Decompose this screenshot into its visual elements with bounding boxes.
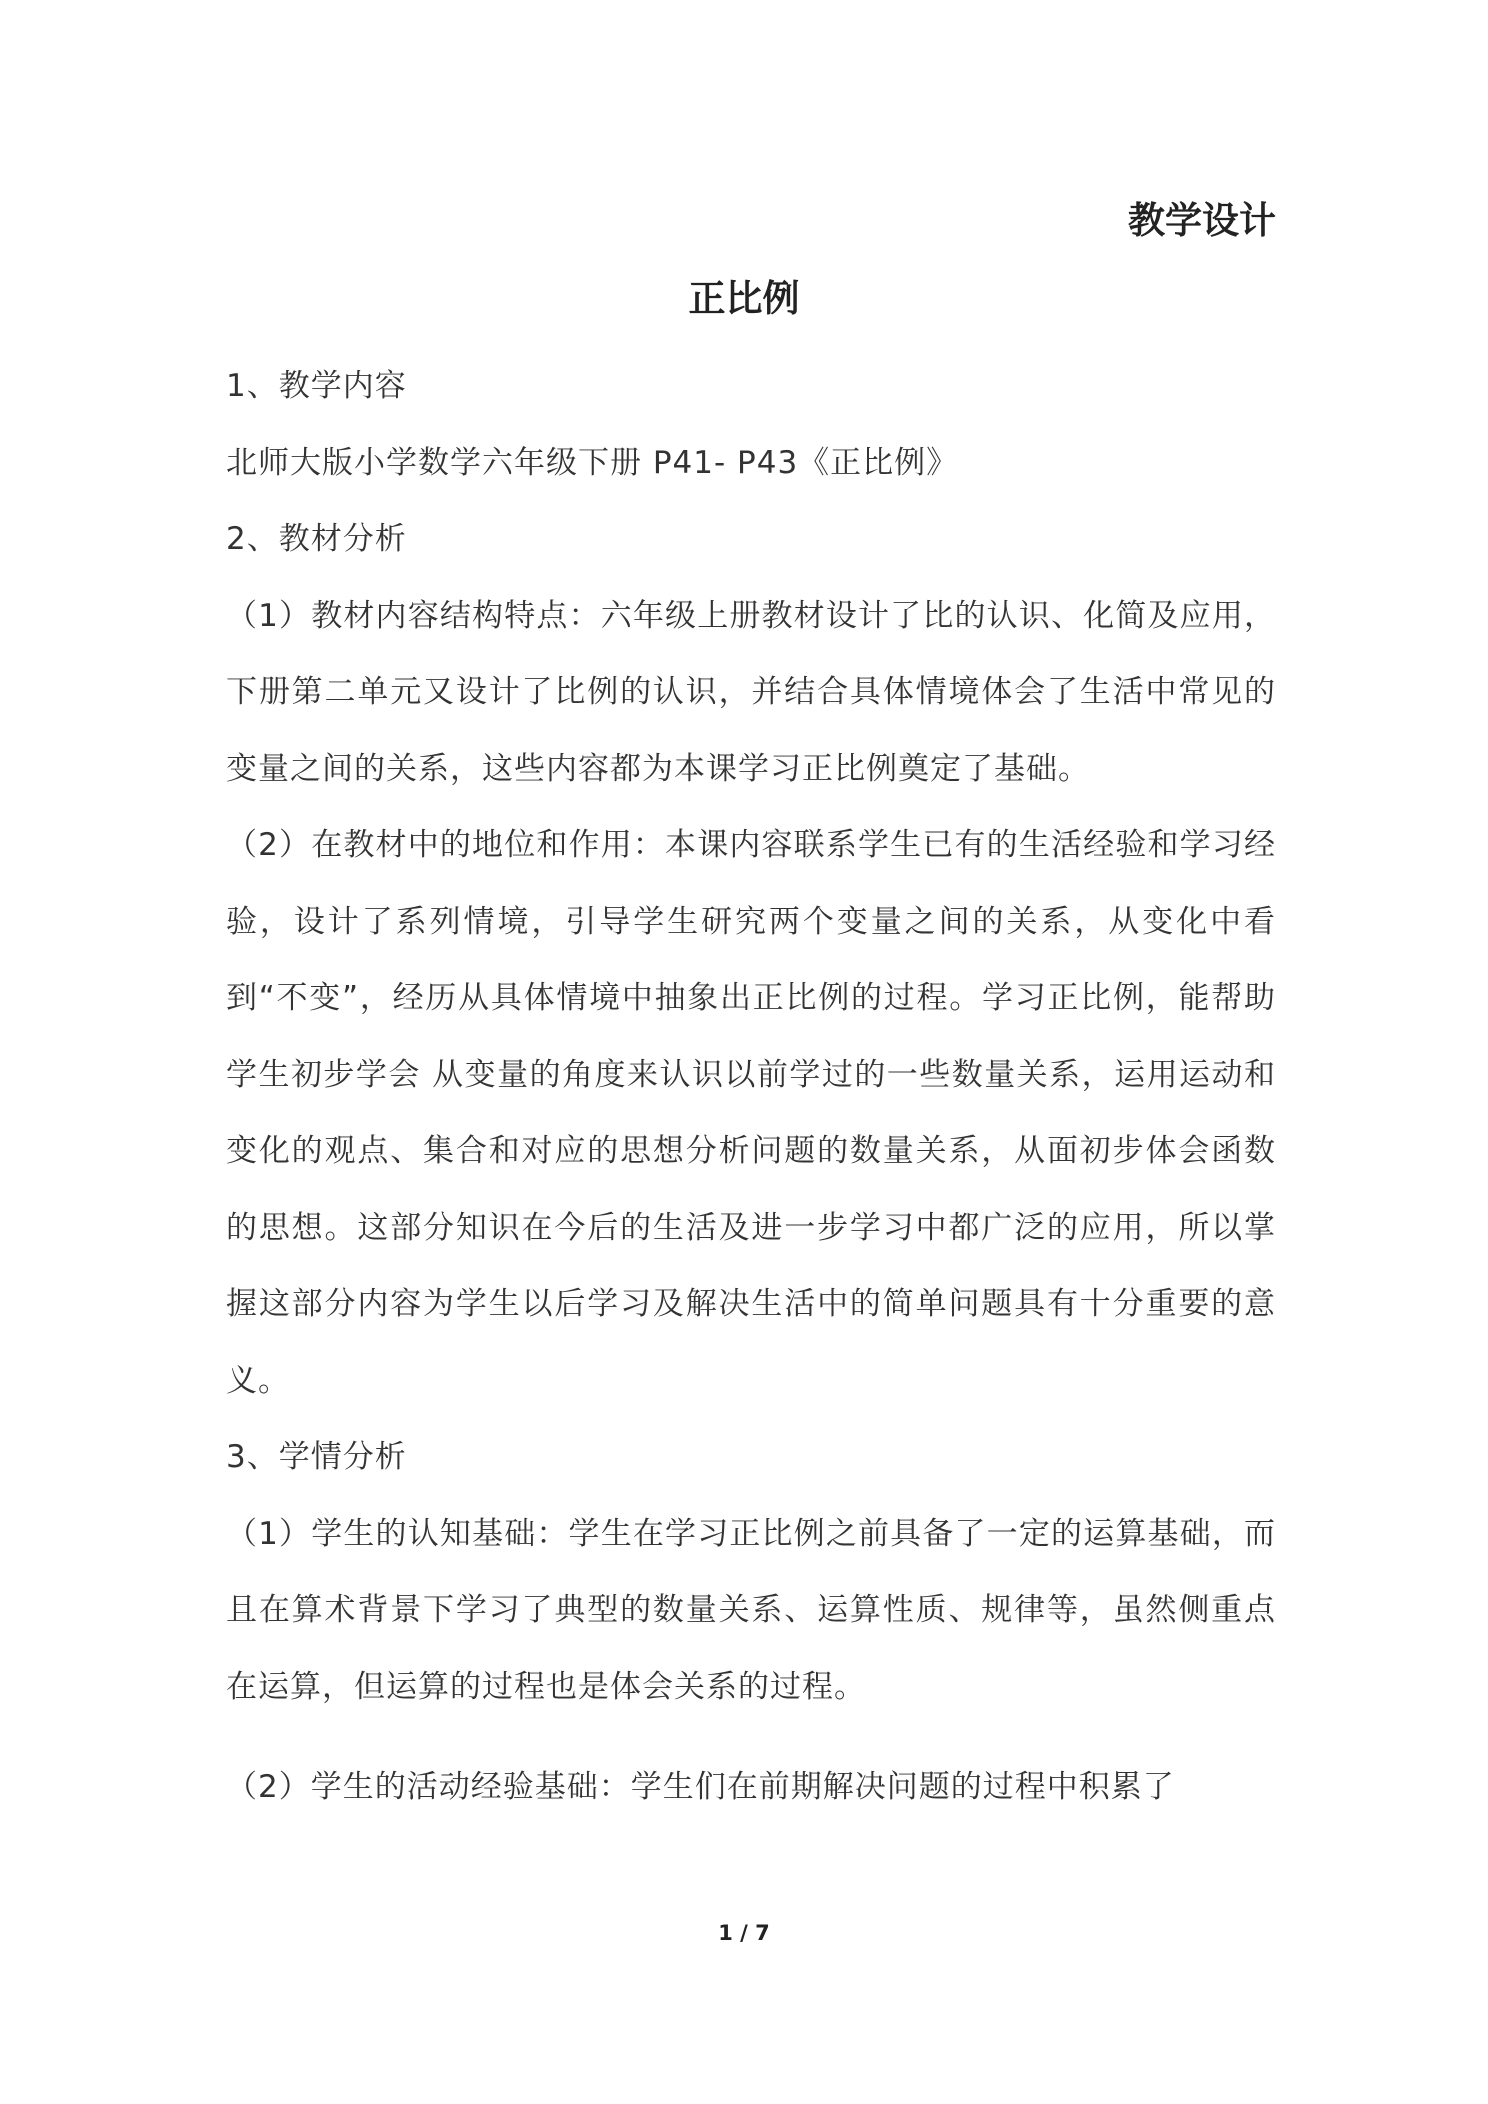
students-paragraph-2: （2）学生的活动经验基础：学生们在前期解决问题的过程中积累了 (226, 1769, 1175, 1805)
section-heading-material: 2、教材分析 (226, 521, 407, 557)
document-body (226, 348, 1276, 1826)
material-paragraph-2: （2）在教材中的地位和作用：本课内容联系学生已有的生活经验和学习经验，设计了系列情境，引导学生研究两个变量之间的关系，从变化中看到“不变”，经历从具体情境中抽象出正比例的过程。学习正比例，能帮助学生初步学会 从变量的角度来认识以前学过的一些数量关系，运用运动和变化的观点、集合和对应的思想分析问题的数量关系，从面初步体会函数的思想。这部分知识在今后的生活及进一步学习中都广泛的应用，所以掌握这部分内容为学生以后学习及解决生活中的简单问题具有十分重要的意义。 (226, 827, 1276, 1399)
page-number: 1 / 7 (718, 1921, 770, 1945)
section-heading-students: 3、学情分析 (226, 1439, 407, 1475)
section-heading-content: 1、教学内容 (226, 368, 407, 404)
material-paragraph-1: （1）教材内容结构特点：六年级上册教材设计了比的认识、化简及应用，下册第二单元又设计了比例的认识，并结合具体情境体会了生活中常见的变量之间的关系，这些内容都为本课学习正比例奠定了基础。 (226, 597, 1276, 787)
lesson-title: 正比例 (688, 277, 800, 320)
document-title: 教学设计 (1128, 199, 1276, 242)
students-paragraph-1: （1）学生的认知基础：学生在学习正比例之前具备了一定的运算基础，而且在算术背景下学习了典型的数量关系、运算性质、规律等，虽然侧重点在运算，但运算的过程也是体会关系的过程。 (226, 1515, 1276, 1705)
content-paragraph: 北师大版小学数学六年级下册 P41- P43《正比例》 (226, 444, 959, 481)
